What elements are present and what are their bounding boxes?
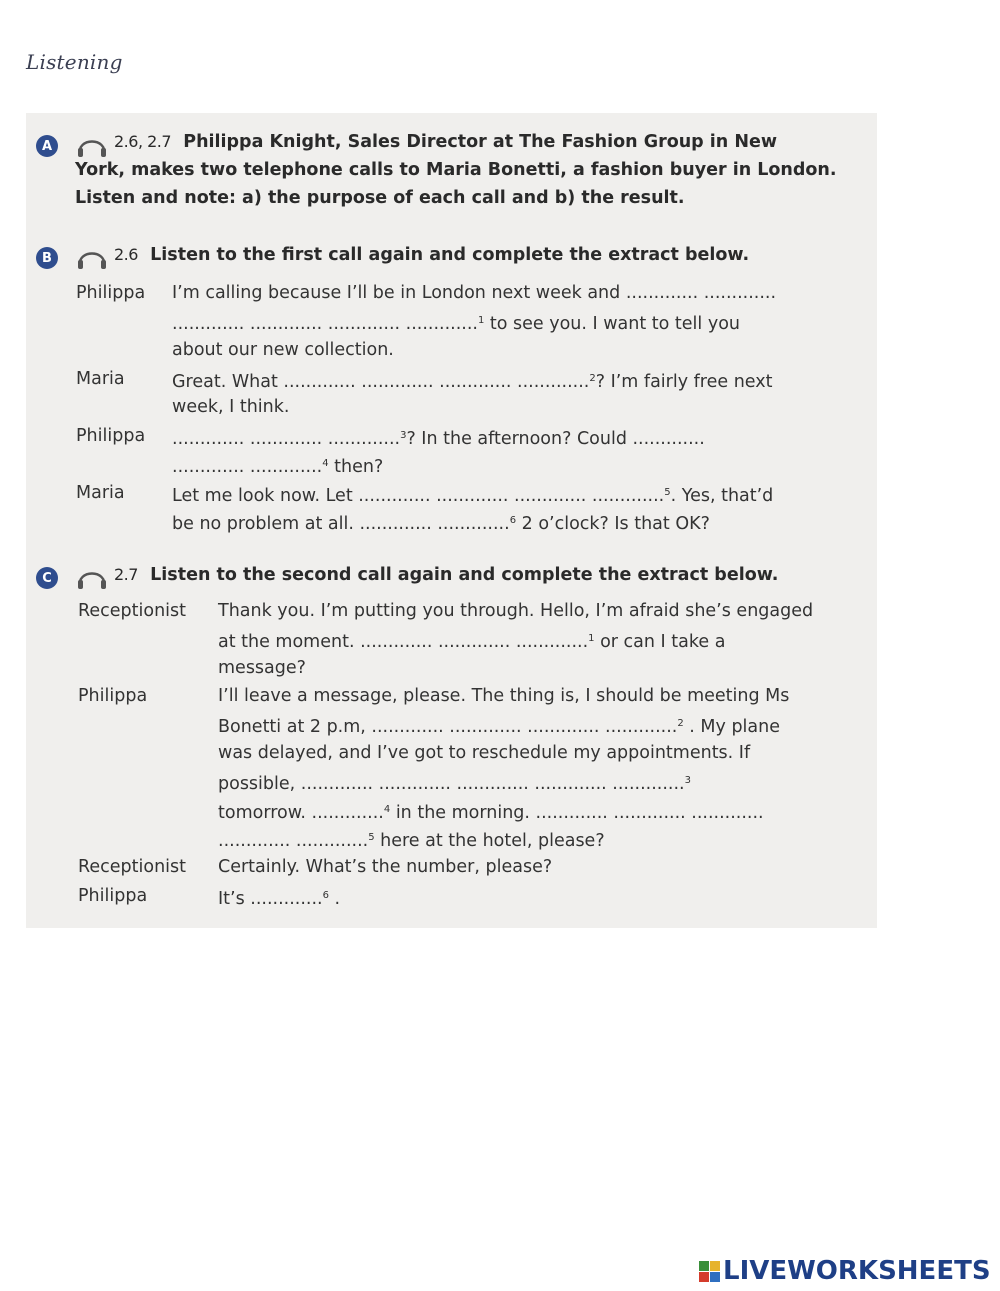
logo-mark-icon: [699, 1261, 720, 1282]
speaker-label: Receptionist: [78, 601, 186, 621]
blank[interactable]: ............. ............. .............: [172, 429, 401, 449]
blank[interactable]: at the moment. ............. ............. .............: [218, 632, 589, 652]
section-a-line-1-text: Philippa Knight, Sales Director at The Fashion Group in New: [183, 132, 778, 152]
dialogue-line: Certainly. What’s the number, please?: [218, 857, 553, 877]
blank[interactable]: ............. ............. ............. .............: [172, 314, 478, 334]
section-c: [26, 561, 877, 921]
dialogue-line: [218, 767, 691, 799]
blank-ref: 1: [477, 315, 485, 326]
dialogue-line: [172, 450, 383, 482]
section-c-heading-text: Listen to the second call again and complete the extract below.: [150, 565, 779, 585]
section-b-badge: B: [36, 247, 58, 269]
section-b-heading: [114, 241, 749, 270]
blank-ref: 6: [322, 890, 329, 901]
blank[interactable]: ............. .............: [172, 457, 323, 477]
speaker-label: Maria: [76, 369, 125, 389]
blank-ref: 2: [677, 718, 684, 729]
dialogue-line: [172, 507, 710, 539]
dialogue-line: Thank you. I’m putting you through. Hello, I’m afraid she’s engaged: [218, 601, 814, 621]
dialogue-line: [172, 365, 772, 397]
dialogue-text: or can I take a: [594, 632, 726, 652]
dialogue-text: 2 o’clock? Is that OK?: [516, 514, 710, 534]
headphones-icon: [75, 241, 109, 271]
dialogue-line: [172, 307, 740, 339]
dialogue-text: to see you. I want to tell you: [484, 314, 740, 334]
dialogue-line: I’ll leave a message, please. The thing is, I should be meeting Ms: [218, 686, 790, 706]
blank-ref: 4: [383, 804, 391, 815]
speaker-label: Philippa: [76, 283, 146, 303]
dialogue-line: message?: [218, 658, 306, 678]
headphones-icon: [75, 561, 109, 591]
dialogue-text: . My plane: [683, 717, 780, 737]
liveworksheets-logo[interactable]: [699, 1254, 991, 1288]
blank[interactable]: ............. .............: [218, 831, 369, 851]
section-b-code: 2.6: [114, 245, 138, 264]
section-a-line-2: York, makes two telephone calls to Maria Bonetti, a fashion buyer in London.: [75, 160, 837, 180]
dialogue-line: about our new collection.: [172, 340, 394, 360]
speaker-label: Receptionist: [78, 857, 186, 877]
dialogue-line: [218, 796, 764, 828]
blank[interactable]: Let me look now. Let ............. ............. ............. .............: [172, 486, 665, 506]
speaker-label: Philippa: [78, 686, 148, 706]
dialogue-line: I’m calling because I’ll be in London next week and ............. .............: [172, 283, 777, 303]
dialogue-text: then?: [328, 457, 384, 477]
dialogue-line: [218, 710, 780, 742]
dialogue-text: here at the hotel, please?: [374, 831, 605, 851]
dialogue-text: ? In the afternoon? Could .............: [406, 429, 705, 449]
textbook-extract: [26, 113, 877, 928]
dialogue-text: ? I’m fairly free next: [595, 372, 773, 392]
section-c-code: 2.7: [114, 565, 138, 584]
dialogue-line: [218, 625, 725, 657]
section-a: [26, 125, 877, 225]
blank-ref: 5: [664, 487, 671, 498]
blank[interactable]: Bonetti at 2 p.m, ............. ............. ............. .............: [218, 717, 678, 737]
section-b-heading-text: Listen to the first call again and complete the extract below.: [150, 245, 750, 265]
blank[interactable]: tomorrow. .............: [218, 803, 384, 823]
blank[interactable]: possible, ............. ............. ............. ............. .............: [218, 774, 685, 794]
section-b: [26, 241, 877, 534]
section-a-line-3: Listen and note: a) the purpose of each call and b) the result.: [75, 188, 685, 208]
dialogue-text: . Yes, that’d: [670, 486, 774, 506]
blank[interactable]: It’s .............: [218, 889, 323, 909]
dialogue-line: [172, 479, 773, 511]
section-a-badge: A: [36, 135, 58, 157]
blank-ref: 1: [588, 633, 595, 644]
section-a-line-1: [114, 128, 777, 157]
section-c-badge: C: [36, 567, 58, 589]
headphones-icon: [75, 129, 109, 159]
brand-name: LIVEWORKSHEETS: [723, 1256, 991, 1286]
blank[interactable]: Great. What ............. ............. ............. .............: [172, 372, 590, 392]
dialogue-line: [218, 882, 340, 914]
blank[interactable]: be no problem at all. ............. .............: [172, 514, 510, 534]
page-heading: Listening: [26, 50, 123, 74]
speaker-label: Maria: [76, 483, 125, 503]
blank[interactable]: in the morning. ............. ............. .............: [390, 803, 764, 823]
section-c-heading: [114, 561, 778, 590]
blank-ref: 5: [368, 832, 375, 843]
blank-ref: 2: [589, 373, 596, 384]
blank-ref: 4: [322, 458, 329, 469]
dialogue-text: .: [328, 889, 341, 909]
blank-ref: 3: [400, 430, 407, 441]
section-a-code: 2.6, 2.7: [114, 132, 172, 151]
blank-ref: 3: [684, 775, 691, 786]
dialogue-line: was delayed, and I’ve got to reschedule my appointments. If: [218, 743, 751, 763]
dialogue-line: [172, 422, 705, 454]
speaker-label: Philippa: [78, 886, 148, 906]
dialogue-line: [218, 824, 605, 856]
dialogue-line: week, I think.: [172, 397, 290, 417]
speaker-label: Philippa: [76, 426, 146, 446]
blank-ref: 6: [509, 515, 517, 526]
